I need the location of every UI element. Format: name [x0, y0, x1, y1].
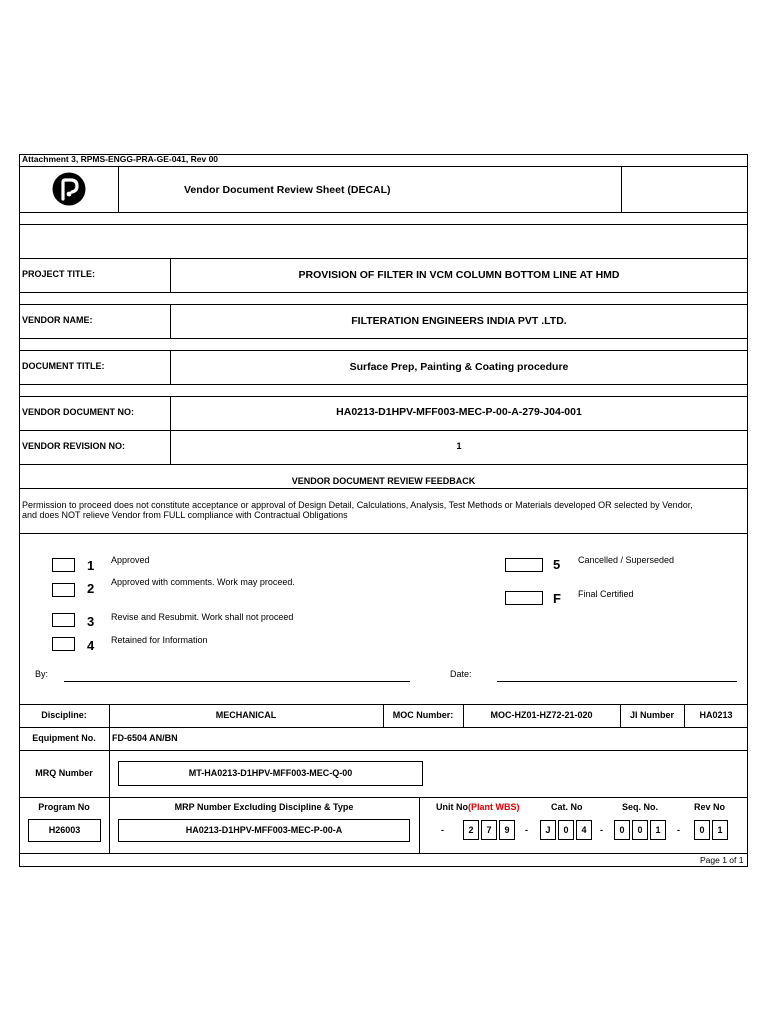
company-logo-icon: [52, 172, 86, 206]
review-checkbox-2[interactable]: [52, 583, 75, 597]
vendor-rev-no-value: 1: [456, 441, 462, 451]
review-code-5: 5: [553, 557, 561, 572]
unit-digit-1: 2: [463, 820, 479, 840]
review-label-1: Approved: [111, 555, 150, 565]
vendor-doc-no-value: HA0213-D1HPV-MFF003-MEC-P-00-A-279-J04-001: [336, 406, 582, 418]
rev-digit-1: 0: [694, 820, 710, 840]
equipment-label: Equipment No.: [32, 733, 96, 743]
cat-digit-1: J: [540, 820, 556, 840]
review-checkbox-5[interactable]: [505, 558, 543, 572]
review-code-4: 4: [87, 638, 95, 653]
by-signature-line[interactable]: [64, 681, 410, 682]
review-label-4: Retained for Information: [111, 635, 208, 645]
by-label: By:: [35, 669, 49, 679]
discipline-label: Discipline:: [41, 710, 87, 720]
review-code-f: F: [553, 591, 561, 606]
review-label-5: Cancelled / Superseded: [578, 555, 675, 565]
mrq-value-box: MT-HA0213-D1HPV-MFF003-MEC-Q-00: [118, 761, 423, 786]
program-label: Program No: [38, 802, 90, 812]
feedback-disclaimer-line2: and does NOT relieve Vendor from FULL compliance with Contractual Obligations: [22, 510, 348, 520]
unit-dash: -: [441, 825, 444, 835]
cat-dash: -: [525, 825, 528, 835]
seq-dash: -: [600, 825, 603, 835]
review-checkbox-1[interactable]: [52, 558, 75, 572]
review-code-3: 3: [87, 614, 95, 629]
attachment-reference: Attachment 3, RPMS-ENGG-PRA-GE-041, Rev 00: [22, 154, 219, 164]
review-checkbox-4[interactable]: [52, 637, 75, 651]
unit-label: Unit No(Plant WBS): [436, 802, 520, 812]
equipment-value: FD-6504 AN/BN: [112, 733, 178, 743]
sheet-title: Vendor Document Review Sheet (DECAL): [184, 184, 391, 196]
document-title-value: Surface Prep, Painting & Coating procedure: [349, 361, 569, 373]
ji-label: JI Number: [629, 710, 674, 720]
project-title-label: PROJECT TITLE:: [22, 269, 96, 279]
program-value-box: H26003: [28, 819, 101, 842]
review-code-1: 1: [87, 558, 95, 573]
review-label-f: Final Certified: [578, 589, 634, 599]
rev-digit-2: 1: [712, 820, 728, 840]
discipline-value: MECHANICAL: [215, 710, 277, 720]
feedback-disclaimer-line1: Permission to proceed does not constitute acceptance or approval of Design Detail, Calculations, Analysis, Test Methods or Materials developed OR selected by Vendor,: [22, 500, 693, 510]
review-checkbox-3[interactable]: [52, 613, 75, 627]
vendor-name-value: FILTERATION ENGINEERS INDIA PVT .LTD.: [351, 315, 567, 327]
moc-label: MOC Number:: [392, 710, 454, 720]
review-checkbox-f[interactable]: [505, 591, 543, 605]
vendor-name-label: VENDOR NAME:: [22, 315, 93, 325]
seq-label: Seq. No.: [622, 802, 659, 812]
page-number: Page 1 of 1: [700, 855, 744, 865]
cat-digit-3: 4: [576, 820, 592, 840]
moc-value: MOC-HZ01-HZ72-21-020: [490, 710, 593, 720]
date-signature-line[interactable]: [497, 681, 737, 682]
seq-digit-2: 0: [632, 820, 648, 840]
vendor-rev-no-label: VENDOR REVISION NO:: [22, 441, 126, 451]
review-label-2: Approved with comments. Work may proceed.: [111, 577, 295, 587]
ji-value: HA0213: [699, 710, 733, 720]
mrp-label: MRP Number Excluding Discipline & Type: [174, 802, 354, 812]
date-label: Date:: [450, 669, 472, 679]
unit-digit-3: 9: [499, 820, 515, 840]
project-title-value: PROVISION OF FILTER IN VCM COLUMN BOTTOM LINE AT HMD: [298, 269, 620, 281]
seq-digit-1: 0: [614, 820, 630, 840]
rev-label: Rev No: [694, 802, 726, 812]
feedback-heading: VENDOR DOCUMENT REVIEW FEEDBACK: [291, 476, 476, 486]
document-title-label: DOCUMENT TITLE:: [22, 361, 105, 371]
cat-digit-2: 0: [558, 820, 574, 840]
mrp-value-box: HA0213-D1HPV-MFF003-MEC-P-00-A: [118, 819, 410, 842]
cat-label: Cat. No: [551, 802, 583, 812]
vendor-doc-no-label: VENDOR DOCUMENT NO:: [22, 407, 134, 417]
seq-digit-3: 1: [650, 820, 666, 840]
review-label-3: Revise and Resubmit. Work shall not proceed: [111, 612, 294, 622]
review-code-2: 2: [87, 581, 95, 596]
unit-digit-2: 7: [481, 820, 497, 840]
rev-dash: -: [677, 825, 680, 835]
mrq-label: MRQ Number: [35, 768, 93, 778]
